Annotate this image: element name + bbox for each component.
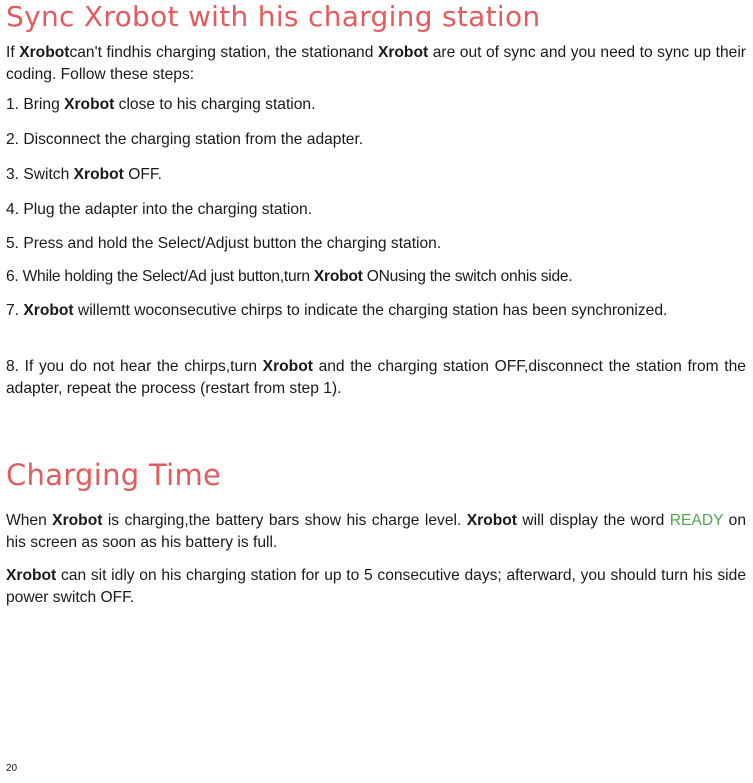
product-name: Xrobot (313, 268, 363, 285)
step-text: 8. If you do not hear the chirps,turn (6, 358, 263, 375)
sync-section-title: Sync Xrobot with his charging station (6, 0, 541, 33)
intro-text: are out of sync and you need to sync up their coding. Follow these steps: (6, 44, 746, 83)
step-text: 3. Switch (6, 166, 74, 183)
product-name: Xrobot (73, 166, 124, 183)
step-text: 5. Press and hold the Select/Adjust button the charging station. (6, 235, 442, 252)
step-text: OFF. (123, 166, 162, 183)
sync-step-1 (6, 94, 746, 116)
step-text: ONusing the switch onhis side. (362, 268, 573, 285)
product-name: Xrobot (377, 44, 429, 61)
sync-step-4 (6, 199, 746, 221)
step-text: 1. Bring (6, 96, 65, 113)
intro-text: If (6, 44, 20, 61)
step-text: and the charging station OFF,disconnect the station from the adapter, repeat the process (restart from step 1). (6, 358, 746, 397)
sync-step-7 (6, 300, 746, 322)
body-text: will display the word (516, 512, 670, 529)
product-name: Xrobot (466, 512, 517, 529)
step-text: close to his charging station. (114, 96, 316, 113)
charging-paragraph-1 (6, 510, 746, 554)
product-name: Xrobot (52, 512, 103, 529)
sync-step-6 (6, 266, 746, 288)
step-text: 7. (6, 302, 24, 319)
product-name: Xrobot (6, 567, 57, 584)
body-text: is charging,the battery bars show his charge level. (102, 512, 467, 529)
product-name: Xrobot (64, 96, 115, 113)
product-name: Xrobot (23, 302, 74, 319)
step-text: 4. Plug the adapter into the charging station. (6, 201, 313, 218)
sync-step-2 (6, 129, 746, 151)
product-name: Xrobot (262, 358, 313, 375)
step-text: 6. While holding the Select/Ad just button,turn (6, 268, 314, 285)
body-text: can sit idly on his charging station for up to 5 consecutive days; afterward, you should turn his side power switch OFF. (6, 567, 746, 606)
sync-step-3 (6, 164, 746, 186)
sync-step-5 (6, 233, 746, 255)
product-name: Xrobot (19, 44, 70, 61)
ready-word: READY (669, 512, 724, 529)
page-number: 20 (6, 763, 18, 774)
body-text: When (6, 512, 53, 529)
step-text: 2. Disconnect the charging station from the adapter. (6, 131, 364, 148)
charging-section-title: Charging Time (6, 458, 222, 492)
sync-step-8 (6, 356, 746, 400)
intro-text: can't findhis charging station, the stationand (69, 44, 378, 61)
body-text: on his screen as soon as his battery is full. (6, 512, 746, 551)
step-text: willemtt woconsecutive chirps to indicate the charging station has been synchronized. (73, 302, 668, 319)
sync-intro-paragraph (6, 42, 746, 86)
charging-paragraph-2 (6, 565, 746, 609)
